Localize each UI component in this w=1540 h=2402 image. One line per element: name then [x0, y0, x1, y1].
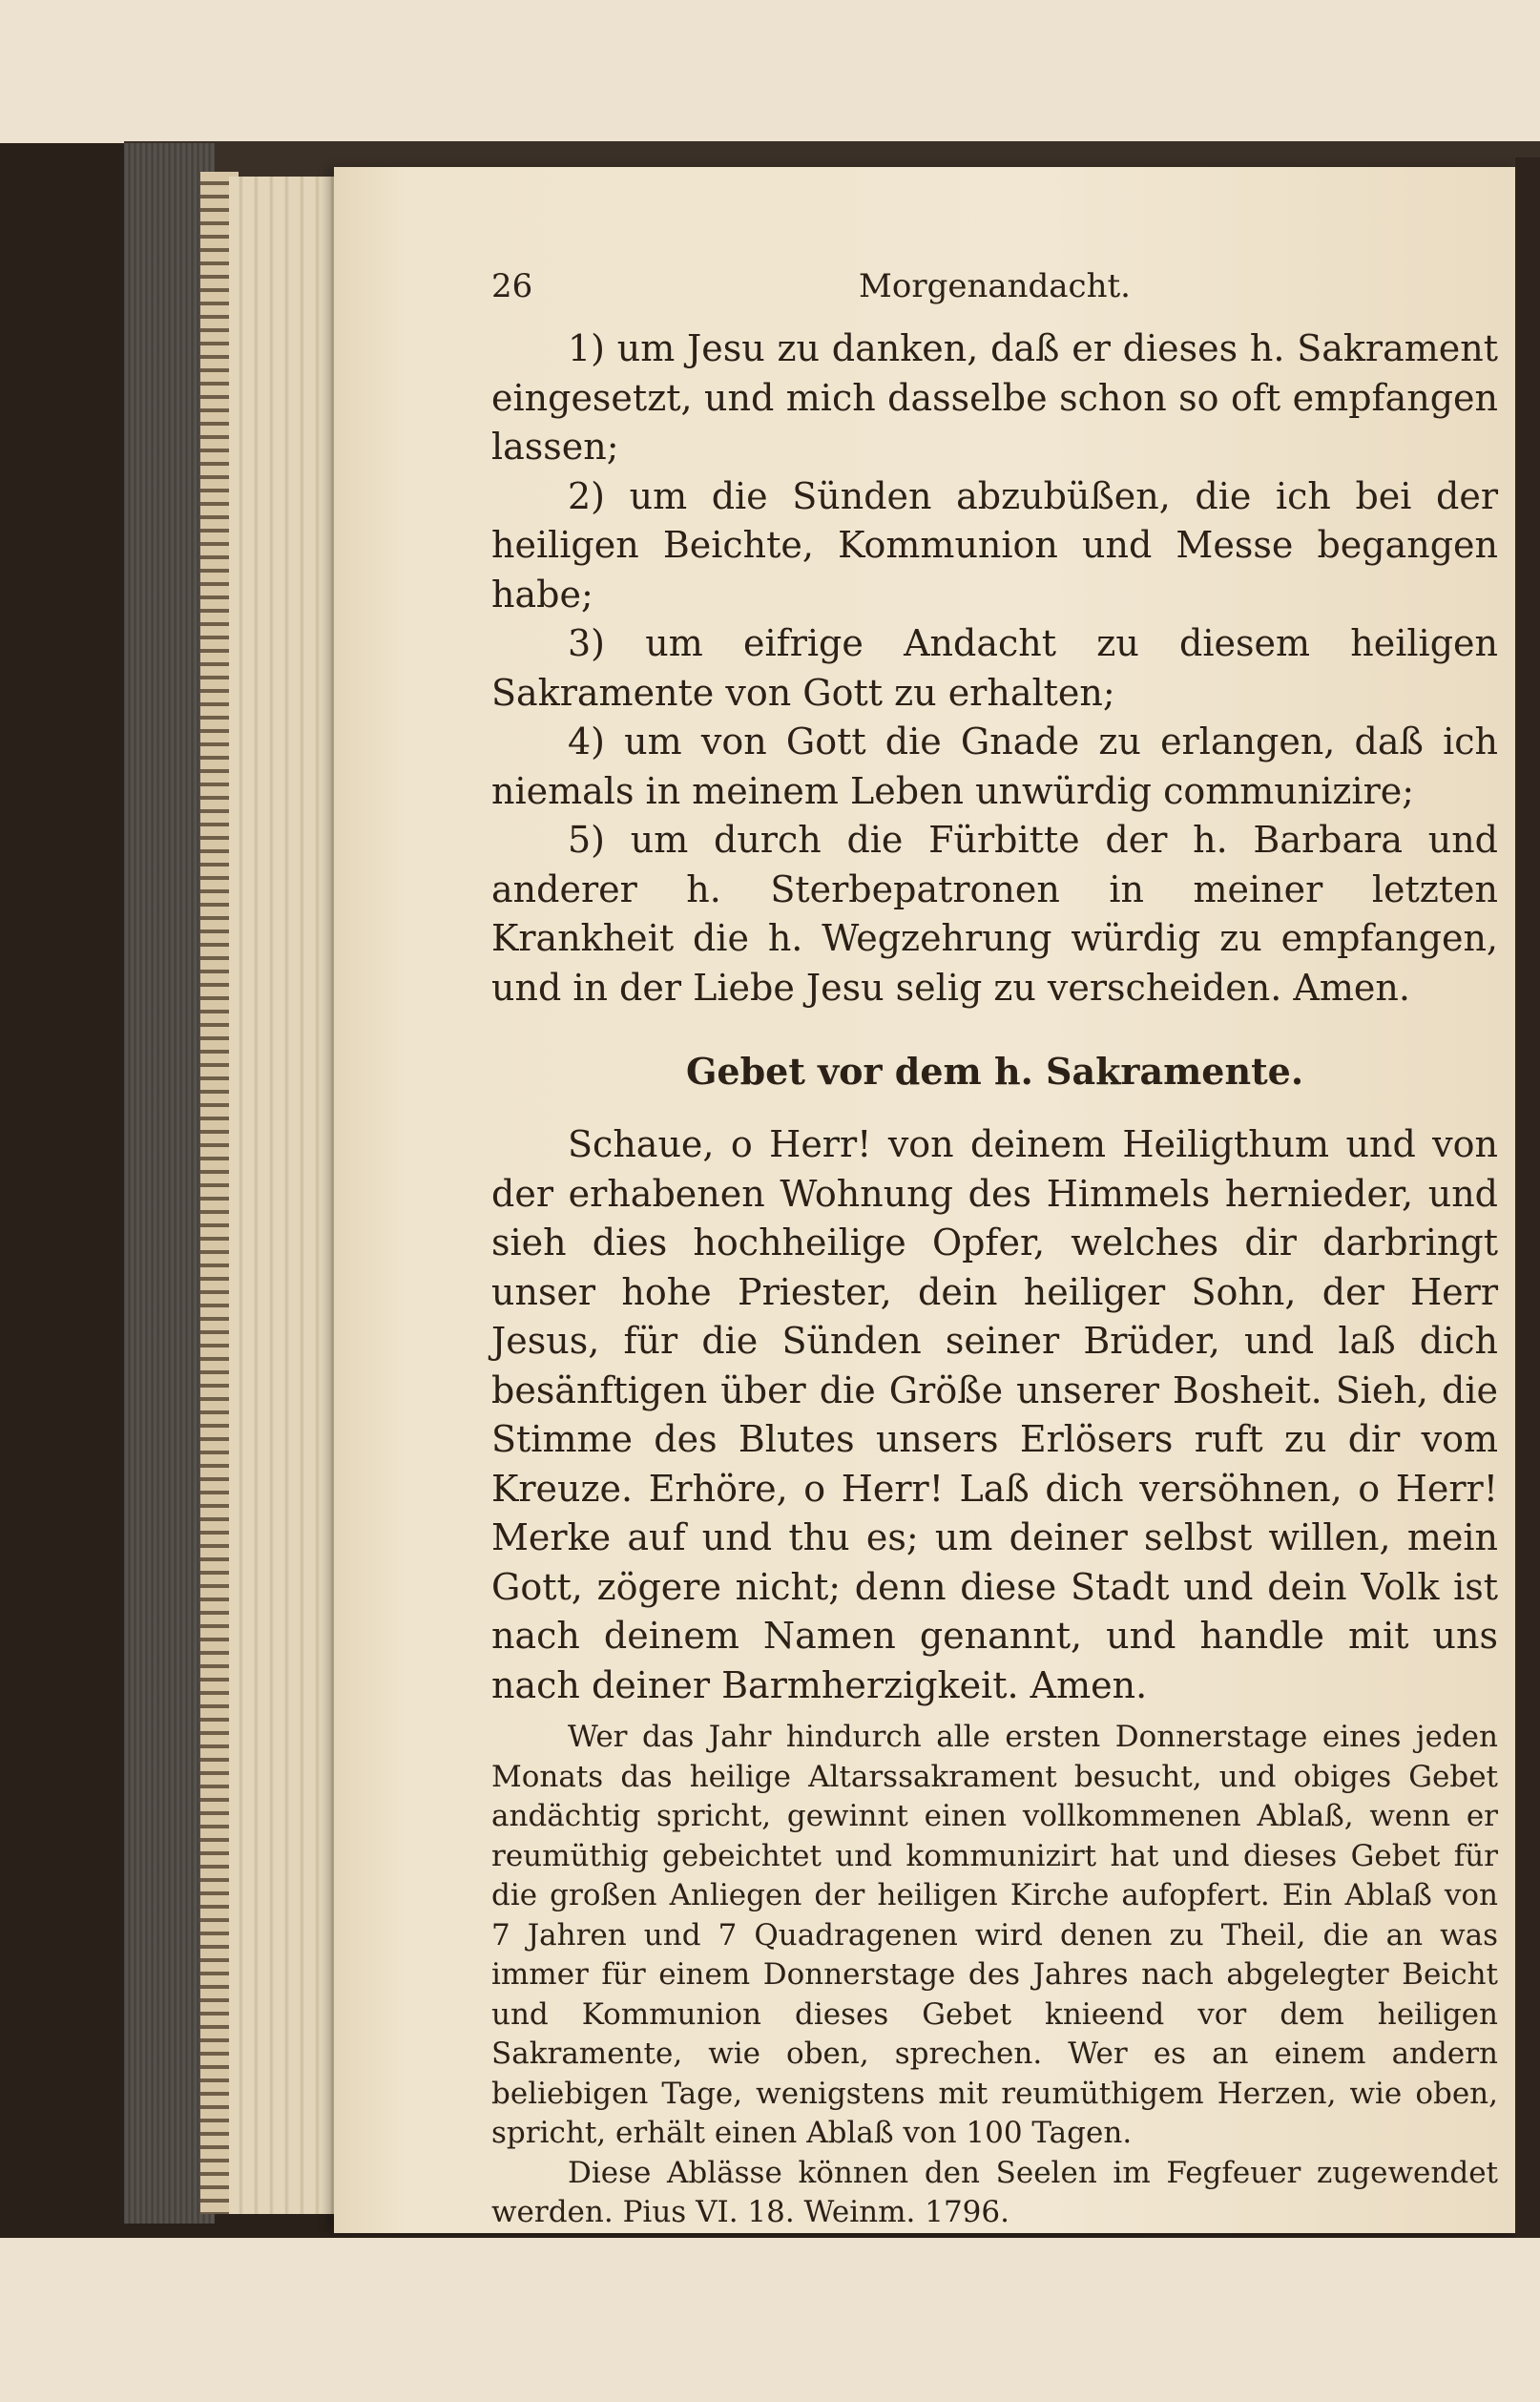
intentions-list — [491, 324, 1498, 1013]
page-number: 26 — [491, 267, 533, 305]
indulgence-note: Diese Ablässe können den Seelen im Fegfeuer zugewendet werden. Pius VI. 18. Weinm. 1796. — [491, 2155, 1498, 2229]
book-cover-right-edge — [1515, 157, 1540, 2238]
intention-item: 3) um eifrige Andacht zu diesem heiligen Sakramente von Gott zu erhalten; — [491, 622, 1498, 714]
intention-item: 5) um durch die Fürbitte der h. Barbara und anderer h. Sterbepatronen in meiner letzten Krankheit die h. Wegzehrung würdig zu empfangen, und in der Liebe Jesu selig zu verscheiden. Amen. — [491, 819, 1498, 1009]
page-text — [491, 267, 1498, 2233]
section-heading: Gebet vor dem h. Sakramente. — [685, 1050, 1304, 1093]
intention-item: 4) um von Gott die Gnade zu erlangen, daß ich niemals in meinem Leben unwürdig communizire; — [491, 721, 1498, 812]
page-header — [491, 267, 1498, 324]
indulgence-note: Wer das Jahr hindurch alle ersten Donnerstage eines jeden Monats das heilige Altarssakrament besucht, und obiges Gebet andächtig spricht, gewinnt einen vollkommenen Ablaß, wenn er reumüthig gebeichtet und kommunizirt hat und dieses Gebet für die großen Anliegen der heiligen Kirche aufopfert. Ein Ablaß von 7 Jahren und 7 Quadragenen wird denen zu Theil, die an was immer für einem Donnerstage des Jahres nach abgelegter Beicht und Kommunion dieses Gebet knieend vor dem heiligen Sakramente, wie oben, sprechen. Wer es an einem andern beliebigen Tage, wenigstens mit reumüthigem Herzen, wie oben, spricht, erhält einen Ablaß von 100 Tagen. — [491, 1720, 1498, 2150]
intention-item: 1) um Jesu zu danken, daß er dieses h. Sakrament eingesetzt, und mich dasselbe schon so oft empfangen lassen; — [491, 327, 1498, 468]
intention-item: 2) um die Sünden abzubüßen, die ich bei der heiligen Beichte, Kommunion und Messe begangen habe; — [491, 474, 1498, 616]
running-head: Morgenandacht. — [859, 267, 1131, 305]
scan-background-top — [0, 0, 1540, 143]
scan-background-bottom — [0, 2238, 1540, 2402]
prayer-text: Schaue, o Herr! von deinem Heiligthum und von der erhabenen Wohnung des Himmels hernieder, und sieh dies hochheilige Opfer, welches dir darbringt unser hohe Priester, dein heiliger Sohn, der Herr Jesus, für die Sünden seiner Brüder, und laß dich besänftigen über die Größe unserer Bosheit. Sieh, die Stimme des Blutes unsers Erlösers ruft zu dir vom Kreuze. Erhöre, o Herr! Laß dich versöhnen, o Herr! Merke auf und thu es; um deiner selbst willen, mein Gott, zögere nicht; denn diese Stadt und dein Volk ist nach deinem Namen genannt, und handle mit uns nach deiner Barmherzigkeit. Amen. — [491, 1123, 1498, 1706]
